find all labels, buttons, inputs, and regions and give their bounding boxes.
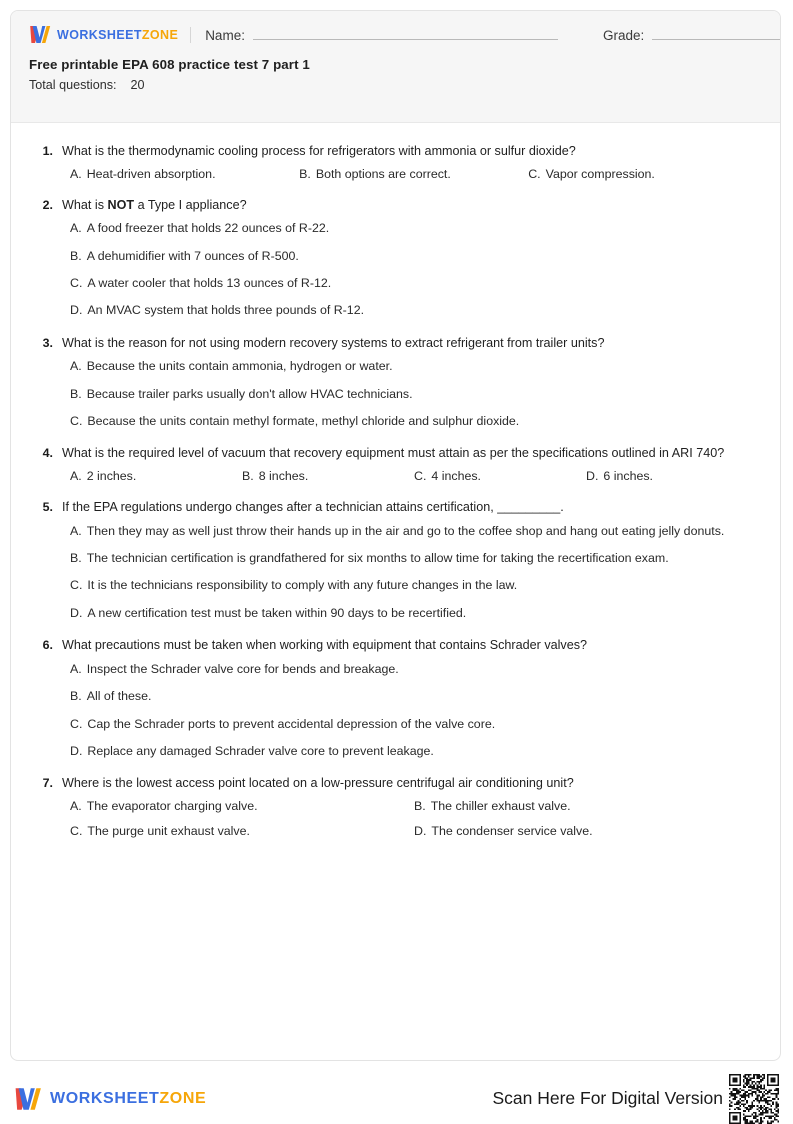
question-number: 6.: [42, 638, 53, 653]
question-text-tail: a Type I appliance?: [134, 197, 247, 212]
option-text: An MVAC system that holds three pounds of R-12.: [87, 303, 365, 318]
option-text: Inspect the Schrader valve core for bends and breakage.: [86, 661, 399, 676]
worksheetzone-v-logo-icon: [14, 1087, 42, 1111]
option-text: All of these.: [86, 689, 152, 704]
option-item[interactable]: [62, 688, 758, 704]
option-group: [62, 799, 758, 838]
option-group: [62, 167, 758, 181]
worksheetzone-v-logo-icon: [29, 25, 51, 44]
question-text-lead: What is the required level of vacuum that recovery equipment must attain as per the specifications outlined in ARI 740?: [62, 446, 725, 461]
question-text-lead: What is: [62, 197, 108, 212]
question-body: [53, 499, 758, 621]
question-text-lead: What is the thermodynamic cooling process for refrigerators with ammonia or sulfur dioxide?: [62, 144, 576, 158]
question-text-lead: If the EPA regulations undergo changes after a technician attains certification, _________.: [62, 500, 564, 515]
question-item: [23, 775, 758, 838]
footer-wordmark-zone: ZONE: [159, 1089, 207, 1107]
option-text: Because the units contain ammonia, hydrogen or water.: [86, 359, 393, 374]
option-text: Replace any damaged Schrader valve core to prevent leakage.: [87, 743, 434, 758]
option-letter: D.: [414, 823, 427, 838]
option-group: [62, 220, 758, 319]
option-item[interactable]: [528, 167, 757, 181]
header-meta: [11, 45, 780, 92]
option-text: Both options are correct.: [315, 166, 451, 181]
question-body: [53, 197, 758, 319]
question-number: 5.: [42, 500, 53, 515]
option-item[interactable]: [414, 469, 586, 483]
option-text: Because trailer parks usually don't allow HVAC technicians.: [86, 386, 413, 401]
option-text: Cap the Schrader ports to prevent accidental depression of the valve core.: [87, 716, 496, 731]
option-row: [62, 167, 758, 181]
option-letter: C.: [70, 823, 83, 838]
option-text: Then they may as well just throw their hands up in the air and go to the coffee shop and hang out eating jelly donuts.: [86, 523, 725, 538]
option-item[interactable]: [62, 550, 758, 566]
option-text: The technician certification is grandfathered for six months to allow time for taking the recertification exam.: [86, 551, 669, 566]
option-letter: D.: [586, 469, 599, 484]
option-text: The evaporator charging valve.: [86, 798, 258, 813]
option-group: [62, 523, 758, 622]
header-top-row: [11, 11, 780, 45]
option-item[interactable]: [62, 413, 758, 429]
question-item: [23, 637, 758, 759]
option-item[interactable]: [70, 824, 414, 838]
option-letter: A.: [70, 523, 82, 538]
question-number: 3.: [42, 335, 53, 350]
option-text: The purge unit exhaust valve.: [87, 823, 250, 838]
qr-code-icon[interactable]: [729, 1074, 779, 1124]
option-group: [62, 661, 758, 760]
option-item[interactable]: [62, 577, 758, 593]
option-item[interactable]: [62, 220, 758, 236]
question-body: [53, 775, 758, 838]
option-letter: B.: [70, 248, 82, 263]
option-row: [62, 799, 758, 813]
option-item[interactable]: [62, 302, 758, 318]
option-letter: B.: [242, 469, 254, 484]
option-letter: B.: [70, 689, 82, 704]
option-item[interactable]: [414, 799, 758, 813]
option-item[interactable]: [70, 167, 299, 181]
option-text: The condenser service valve.: [431, 823, 593, 838]
option-group: [62, 469, 758, 483]
option-letter: C.: [70, 275, 83, 290]
question-number: 4.: [42, 446, 53, 461]
question-item: [23, 335, 758, 430]
question-body: [53, 445, 758, 483]
option-item[interactable]: [62, 248, 758, 264]
question-item: [23, 197, 758, 319]
option-letter: C.: [414, 469, 427, 484]
scan-label: Scan Here For Digital Version: [492, 1088, 723, 1108]
option-item[interactable]: [70, 799, 414, 813]
option-item[interactable]: [62, 386, 758, 402]
worksheet-title: Free printable EPA 608 practice test 7 part 1: [29, 57, 310, 72]
footer-brand-logo: [14, 1087, 206, 1111]
question-number: 1.: [42, 144, 53, 158]
option-item[interactable]: [62, 605, 758, 621]
footer-wordmark-worksheet: WORKSHEET: [50, 1089, 160, 1107]
option-letter: D.: [70, 743, 83, 758]
option-letter: C.: [70, 414, 83, 429]
option-letter: B.: [299, 166, 311, 181]
option-letter: C.: [70, 578, 83, 593]
option-letter: A.: [70, 469, 82, 484]
option-row: [62, 824, 758, 838]
option-item[interactable]: [62, 716, 758, 732]
question-text-lead: What precautions must be taken when working with equipment that contains Schrader valves?: [62, 638, 588, 653]
option-letter: B.: [414, 798, 426, 813]
questions-list: [11, 123, 780, 838]
option-item[interactable]: [70, 469, 242, 483]
question-number: 7.: [42, 776, 53, 791]
option-text: 8 inches.: [258, 469, 309, 484]
total-questions-value: 20: [130, 78, 145, 92]
question-text: [62, 445, 758, 462]
name-input-line[interactable]: [253, 27, 558, 40]
question-text: [62, 637, 758, 654]
brand-wordmark-zone: ZONE: [141, 27, 179, 42]
option-text: The chiller exhaust valve.: [430, 798, 571, 813]
name-label: Name:: [205, 27, 245, 43]
option-letter: A.: [70, 798, 82, 813]
header-divider: [190, 27, 191, 43]
option-text: A new certification test must be taken within 90 days to be recertified.: [87, 605, 467, 620]
option-letter: A.: [70, 166, 82, 181]
brand-wordmark: [57, 28, 178, 42]
option-group: [62, 358, 758, 429]
grade-field[interactable]: [603, 27, 781, 43]
option-text: A water cooler that holds 13 ounces of R-12.: [87, 275, 332, 290]
option-row: [62, 469, 758, 483]
option-text: A food freezer that holds 22 ounces of R-22.: [86, 221, 330, 236]
question-body: [53, 335, 758, 430]
option-item[interactable]: [62, 523, 758, 539]
question-body: [53, 637, 758, 759]
option-text: Heat-driven absorption.: [86, 166, 216, 181]
total-questions: [29, 78, 762, 92]
option-item[interactable]: [62, 275, 758, 291]
option-text: Vapor compression.: [545, 166, 655, 181]
option-item[interactable]: [242, 469, 414, 483]
option-letter: D.: [70, 303, 83, 318]
option-letter: A.: [70, 221, 82, 236]
option-item[interactable]: [299, 167, 528, 181]
worksheet-header: [11, 11, 780, 123]
footer-brand-wordmark: [50, 1090, 206, 1108]
option-text: 6 inches.: [603, 469, 653, 484]
question-text: [62, 197, 758, 214]
option-letter: B.: [70, 551, 82, 566]
option-text: Because the units contain methyl formate, methyl chloride and sulphur dioxide.: [87, 414, 520, 429]
question-text: [62, 775, 758, 792]
page-footer: [0, 1075, 793, 1122]
option-letter: C.: [528, 166, 541, 181]
option-letter: B.: [70, 386, 82, 401]
question-text-emphasis: NOT: [107, 197, 135, 212]
grade-label: Grade:: [602, 27, 645, 43]
option-item[interactable]: [62, 661, 758, 677]
name-field[interactable]: [205, 27, 558, 43]
question-item: [23, 499, 758, 621]
option-letter: A.: [70, 359, 82, 374]
question-text: [62, 143, 758, 160]
option-text: 4 inches.: [431, 469, 481, 484]
question-text-lead: Where is the lowest access point located on a low-pressure centrifugal air conditioning unit?: [62, 776, 574, 791]
question-number: 2.: [42, 197, 53, 212]
question-text: [62, 499, 758, 516]
option-text: It is the technicians responsibility to comply with any future changes in the law.: [87, 578, 518, 593]
question-body: [53, 143, 758, 181]
option-letter: C.: [70, 716, 83, 731]
option-text: 2 inches.: [86, 469, 137, 484]
question-text: [62, 335, 758, 352]
option-letter: D.: [70, 605, 83, 620]
question-item: [23, 143, 758, 181]
grade-input-line[interactable]: [652, 27, 781, 40]
option-item[interactable]: [586, 469, 758, 483]
brand-logo: [29, 25, 178, 44]
brand-wordmark-worksheet: WORKSHEET: [57, 27, 142, 42]
total-questions-label: Total questions:: [29, 78, 117, 92]
option-letter: A.: [70, 661, 82, 676]
option-item[interactable]: [62, 743, 758, 759]
question-text-lead: What is the reason for not using modern recovery systems to extract refrigerant from trailer units?: [62, 335, 605, 350]
worksheet-card: [10, 10, 781, 1061]
option-item[interactable]: [414, 824, 758, 838]
question-item: [23, 445, 758, 483]
option-item[interactable]: [62, 358, 758, 374]
option-text: A dehumidifier with 7 ounces of R-500.: [86, 248, 299, 263]
